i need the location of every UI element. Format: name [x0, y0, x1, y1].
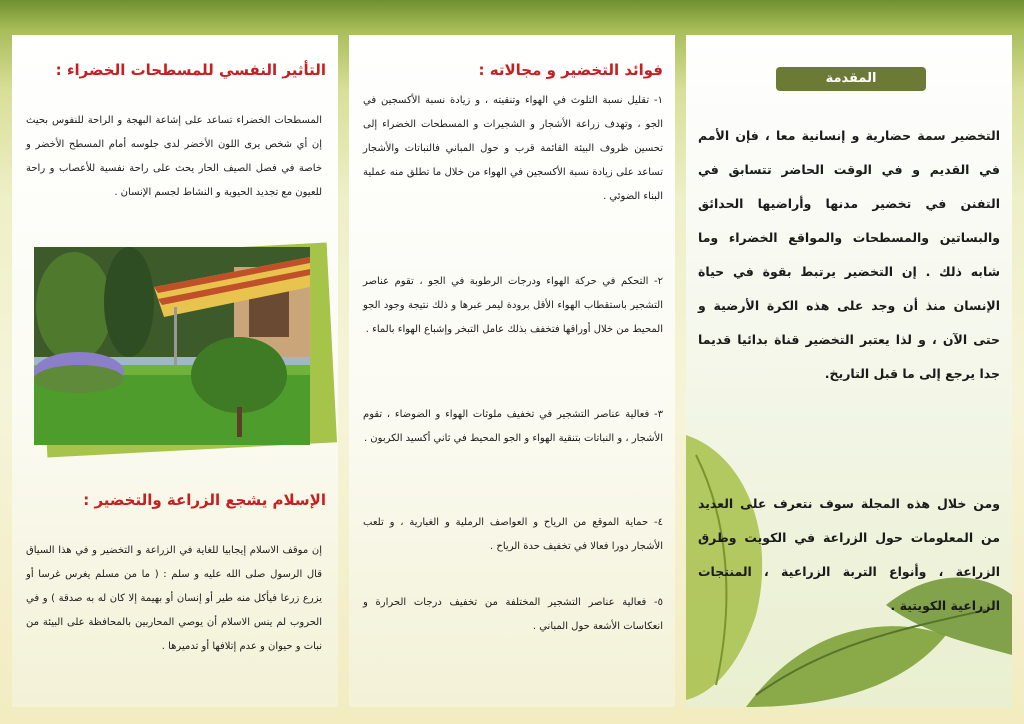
intro-paragraph: التخضير سمة حضارية و إنسانية معا ، فإن الأمم في القديم و في الوقت الحاضر تتسابق في التفنن في تخضير مدنها وأراضيها الحدائق والبساتين والمسطحات والمواقع الخضراء وما شابه ذلك . إن التخضير يرتبط بقوة في حياة الإنسان منذ أن وجد على هذه الكرة الأرضية و حتى الآن ، و لذا يعتبر التخضير قناة بدائيا قديما جدا يرجع إلى ما قبل التاريخ.: [698, 128, 1000, 381]
outro-paragraph: ومن خلال هذه المجلة سوف نتعرف على العديد من المعلومات حول الزراعة في الكويت وطرق الزراعة ، وأنواع التربة الزراعية ، المنتجات الزراعية الكويتية .: [698, 496, 1000, 613]
psych-paragraph: المسطحات الخضراء تساعد على إشاعة البهجة و الراحة للنفوس بحيث إن أي شخص يرى اللون الأخضر لدى جلوسه أمام المسطح الأخضر و خاصة في فصل الصيف الحار يحث على راحة نفسية للأعصاب و راحة للعيون مع تجديد الحيوية و النشاط لجسم الإنسان .: [26, 115, 322, 198]
benefit-item-4: ٤- حماية الموقع من الرياح و العواصف الرملية و الغبارية ، و تلعب الأشجار دورا فعالا في تخفيف حدة الرياح .: [363, 517, 663, 552]
garden-photo: [34, 247, 310, 445]
middle-panel: [349, 35, 675, 707]
benefits-heading: فوائد التخضير و مجالاته :: [478, 61, 663, 79]
benefit-item-2: ٢- التحكم في حركة الهواء ودرجات الرطوبة في الجو ، تقوم عناصر التشجير باستقطاب الهواء الأقل برودة ليمر عبرها و ذلك نتيجة وجود الجو المحيط من خلال أوراقها فتخفف بذلك عامل التبخر وإشباع الهواء بالماء .: [363, 276, 663, 335]
intro-badge: المقدمة: [776, 67, 926, 91]
psych-heading: التأثير النفسي للمسطحات الخضراء :: [55, 61, 326, 79]
islam-paragraph: إن موقف الاسلام إيجابيا للغاية في الزراعة و التخضير و في هذا السياق قال الرسول صلى الله عليه و سلم : ( ما من مسلم يغرس غرسا أو يزرع زرعا فيأكل منه طير أو إنسان أو بهيمة إلا كان له به صدقة ) و في الحروب لم ينس الاسلام أن يوصي المحاربين بالمحافظة على البيئة من نبات و حيوان و عدم إتلافها أو تدميرها .: [26, 545, 322, 652]
left-panel: [12, 35, 338, 707]
benefit-item-1: ١- تقليل نسبة التلوث في الهواء وتنقيته ، و زيادة نسبة الأكسجين في الجو ، وتهدف زراعة الأشجار و الشجيرات و المسطحات الخضراء إلى تحسين ظروف البيئة القائمة قرب و حول المباني فالنباتات والأشجار تساعد على زيادة نسبة الأكسجين في الهواء من خلال ما تطلق منه عملية البناء الضوئي .: [363, 95, 663, 202]
right-panel: [686, 35, 1012, 707]
islam-heading: الإسلام يشجع الزراعة والتخضير :: [83, 491, 326, 509]
benefit-item-5: ٥- فعالية عناصر التشجير المختلفة من تخفيف درجات الحرارة و انعكاسات الأشعة حول المباني .: [363, 597, 663, 632]
benefit-item-3: ٣- فعالية عناصر التشجير في تخفيف ملوثات الهواء و الضوضاء ، تقوم الأشجار ، و النباتات بتنقية الهواء و الجو المحيط في ثاني أكسيد الكربون .: [363, 409, 663, 444]
